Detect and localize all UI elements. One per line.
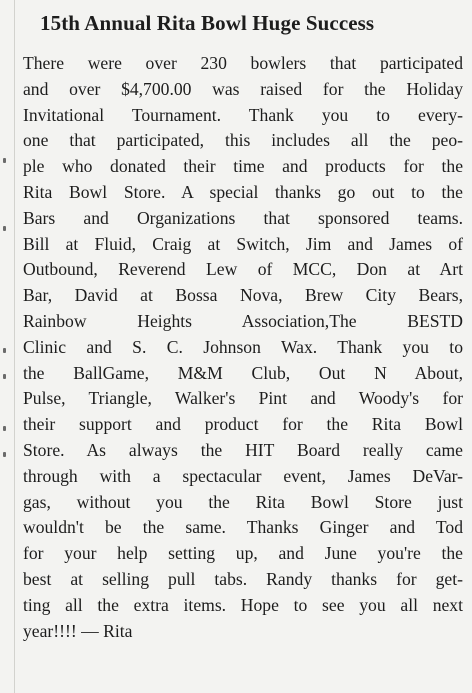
article-headline: 15th Annual Rita Bowl Huge Success	[40, 11, 375, 35]
body-line: Clinic and S. C. Johnson Wax. Thank you to	[23, 336, 463, 357]
body-line: Store. As always the HIT Board really came	[23, 439, 463, 460]
body-line: Rita Bowl Store. A special thanks go out to the	[23, 181, 463, 202]
body-line: through with a spectacular event, James DeVar-	[23, 465, 463, 486]
body-line: Rainbow Heights Association,The BESTD	[23, 310, 463, 331]
body-line: for your help setting up, and June you're the	[23, 543, 463, 564]
body-line: Bar, David at Bossa Nova, Brew City Bears,	[23, 285, 463, 306]
body-line: the BallGame, M&M Club, Out N About,	[23, 362, 463, 383]
body-line: gas, without you the Rita Bowl Store just	[23, 491, 463, 512]
body-line: There were over 230 bowlers that participated	[23, 53, 463, 73]
body-line: ting all the extra items. Hope to see you all next	[23, 594, 463, 615]
body-line: wouldn't be the same. Thanks Ginger and Tod	[23, 517, 463, 538]
body-line: Bill at Fluid, Craig at Switch, Jim and James of	[23, 233, 463, 254]
body-line: Invitational Tournament. Thank you to every-	[23, 104, 463, 125]
body-line: best at selling pull tabs. Randy thanks for get-	[23, 568, 463, 589]
body-line: and over $4,700.00 was raised for the Holiday	[23, 78, 463, 99]
body-line: Bars and Organizations that sponsored teams.	[23, 207, 463, 228]
article-body	[23, 51, 463, 644]
body-line: one that participated, this includes all the peo-	[23, 130, 463, 151]
body-line: Outbound, Reverend Lew of MCC, Don at Art	[23, 259, 463, 280]
body-line: Pulse, Triangle, Walker's Pint and Woody's for	[23, 388, 463, 409]
body-line: their support and product for the Rita Bowl	[23, 414, 463, 435]
body-line: ple who donated their time and products for the	[23, 156, 463, 177]
body-line: year!!!! — Rita	[23, 620, 133, 641]
